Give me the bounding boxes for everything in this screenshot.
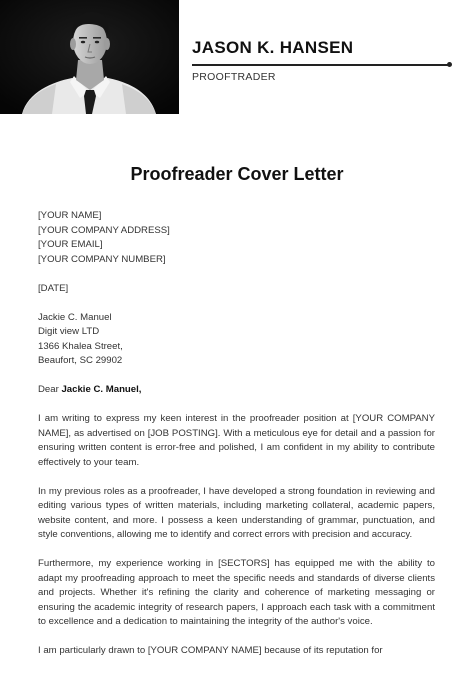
applicant-name: JASON K. HANSEN [192,38,354,57]
recipient-line: Digit view LTD [38,326,100,337]
paragraph: I am writing to express my keen interest in the proofreader position at [YOUR COMPANY NAME], as advertised on [JOB POSTING]. With a meticulous eye for detail and a passion for ensuring written content is error-free and polished, I am confident in my ability to contribute effectively to your team. [38,413,435,468]
recipient-line: Jackie C. Manuel [38,311,112,323]
document-title: Proofreader Cover Letter [130,164,344,184]
sender-line: [YOUR NAME] [38,210,102,221]
header-divider [192,64,449,66]
sender-line: [YOUR COMPANY ADDRESS] [38,224,170,236]
profile-photo [0,0,179,114]
recipient-line: Beaufort, SC 29902 [38,355,123,366]
salutation-name: Jackie C. Manuel, [61,384,142,395]
applicant-role: PROOFTRADER [192,71,276,83]
sender-line: [YOUR EMAIL] [38,239,103,250]
paragraph: In my previous roles as a proofreader, I have developed a strong foundation in reviewing and editing various types of written materials, including marketing collateral, academic papers, website content, and more. I possess a keen understanding of grammar, punctuation, and style conventions, allowing me to identify and correct errors with precision and accuracy. [38,485,435,540]
sender-block [38,209,435,267]
salutation [38,383,435,398]
sender-line: [YOUR COMPANY NUMBER] [38,253,166,265]
paragraph: I am particularly drawn to [YOUR COMPANY NAME] because of its reputation for [38,645,383,656]
recipient-block [38,311,435,369]
recipient-line: 1366 Khalea Street, [38,340,123,352]
person-portrait-icon [0,0,179,114]
letter-body [38,209,435,673]
salutation-prefix: Dear [38,384,62,395]
paragraph: Furthermore, my experience working in [SECTORS] has equipped me with the ability to adapt my proofreading approach to meet the specific needs and standards of diverse clients and projects. Whether it's refining the clarity and coherence of marketing messaging or ensuring the academic integrity of research papers, I approach each task with a commitment to excellence and a dedication to maintaining the integrity of the author's voice. [38,558,435,627]
date-line: [DATE] [38,282,69,294]
